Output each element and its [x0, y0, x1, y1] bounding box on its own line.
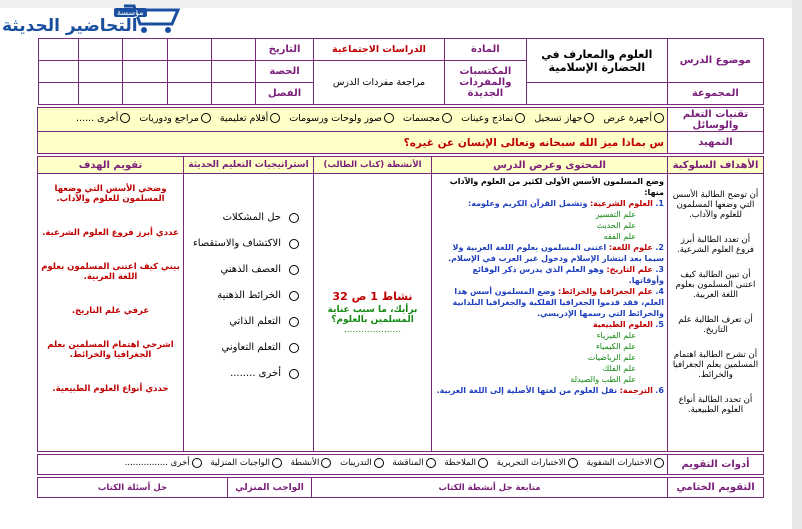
content-subitem: علم الكيمياء	[595, 342, 636, 351]
tech-label: تقنيات التعلم والوسائل	[668, 108, 764, 132]
strategies-cell	[184, 174, 314, 452]
final-value: متابعة حل أنشطة الكتاب	[312, 478, 668, 498]
evaluation-cell	[38, 174, 184, 452]
evaluation-item: وضحي الأسس التي وضعها المسلمون للعلوم والآداب.	[54, 184, 167, 204]
content-intro: وضع المسلمون الأسس الأولى لكثير من العلوم والآداب منها:	[449, 177, 664, 197]
content-subitem: علم التفسير	[595, 210, 636, 219]
content-subitem: علم الحديث	[596, 221, 636, 230]
main-table	[37, 156, 764, 452]
strategy-option[interactable]: حل المشكلات	[187, 212, 299, 223]
logo	[2, 0, 187, 38]
tech-option[interactable]: أخرى ......	[76, 113, 130, 124]
radio-icon[interactable]	[384, 113, 394, 123]
content-item: 1. العلوم الشرعية: وتشمل القرآن الكريم وعلومه:	[468, 199, 664, 208]
subject-value: الدراسات الاجتماعية	[314, 39, 445, 61]
content-item: 6. الترجمة: نقل العلوم من لغتها الأصلية إلى اللغة العربية.	[436, 386, 664, 395]
objectives-cell	[668, 174, 764, 452]
gains-value: مراجعة مفردات الدرس	[314, 61, 445, 105]
objectives-header: الأهداف السلوكية	[668, 157, 764, 174]
class-cell[interactable]	[79, 83, 123, 105]
subject-label: المادة	[444, 39, 526, 61]
tech-option[interactable]: مراجع ودوريات	[139, 113, 210, 124]
header-table	[38, 38, 764, 105]
assessment-option[interactable]: الأنشطة	[291, 458, 332, 468]
assessment-option[interactable]: المناقشة	[392, 458, 435, 468]
assessment-options	[38, 455, 668, 475]
footer-table	[37, 454, 764, 475]
content-subitem: علم الفيزياء	[596, 331, 636, 340]
evaluation-header: تقويم الهدف	[38, 157, 184, 174]
date-label: التاريخ	[255, 39, 313, 61]
date-cell[interactable]	[123, 39, 167, 61]
radio-icon[interactable]	[321, 458, 331, 468]
topic-value: العلوم والمعارف في الحضارة الإسلامية	[527, 39, 668, 83]
activities-header: الأنشطة (كتاب الطالب)	[314, 157, 432, 174]
class-cell[interactable]	[167, 83, 211, 105]
strategy-option[interactable]: العصف الذهني	[187, 264, 299, 275]
final-label: التقويم الختامي	[668, 478, 764, 498]
content-item: 3. علم التاريخ: وهو العلم الذي يدرس ذكر الوقائع وأوقاتها.	[472, 265, 664, 285]
group-label: المجموعة	[667, 83, 763, 105]
radio-icon[interactable]	[270, 113, 280, 123]
radio-icon[interactable]	[201, 113, 211, 123]
objective-item: أن تحدد الطالبة أنواع العلوم الطبيعية.	[678, 395, 753, 415]
content-subitem: علم الطب والصيدلة	[570, 375, 636, 384]
strategy-option[interactable]: التعلم التعاوني	[187, 342, 299, 353]
tech-options	[38, 108, 668, 132]
tech-option[interactable]: أقلام تعليمية	[220, 113, 280, 124]
content-header: المحتوى وعرض الدرس	[432, 157, 668, 174]
tech-option[interactable]: جهاز تسجيل	[534, 113, 594, 124]
radio-icon[interactable]	[289, 239, 299, 249]
activity-dots: ....................	[343, 325, 402, 335]
tech-option[interactable]: أجهزة عرض	[603, 113, 664, 124]
date-cell[interactable]	[167, 39, 211, 61]
tech-table	[37, 107, 764, 154]
activity-cell	[314, 174, 432, 452]
radio-icon[interactable]	[272, 458, 282, 468]
intro-value: س بماذا ميز الله سبحانه وتعالى الإنسان عن غيره؟	[38, 132, 668, 154]
content-item: 5. العلوم الطبيعية	[592, 320, 664, 329]
radio-icon[interactable]	[442, 113, 452, 123]
evaluation-item: اشرحي اهتمام المسلمين بعلم الجغرافيا والخرائط.	[47, 340, 174, 360]
class-cell[interactable]	[211, 83, 255, 105]
homework-value: حل أسئلة الكتاب	[38, 478, 228, 498]
radio-icon[interactable]	[515, 113, 525, 123]
period-cell[interactable]	[123, 61, 167, 83]
class-label: الفصل	[255, 83, 313, 105]
assessment-option[interactable]: الاختبارات التحريرية	[497, 458, 578, 468]
evaluation-item: عددي أبرز فروع العلوم الشرعية.	[42, 228, 179, 238]
strategy-option[interactable]: الخرائط الذهنية	[187, 290, 299, 301]
strategy-option[interactable]: التعلم الذاتي	[187, 316, 299, 327]
radio-icon[interactable]	[426, 458, 436, 468]
date-cell[interactable]	[79, 39, 123, 61]
radio-icon[interactable]	[120, 113, 130, 123]
assessment-option[interactable]: أخرى ................	[125, 458, 202, 468]
period-cell[interactable]	[39, 61, 79, 83]
objective-item: أن توضح الطالبة الأسس التي وضعها المسلمون للعلوم والآداب.	[672, 190, 759, 220]
radio-icon[interactable]	[289, 213, 299, 223]
activity-desc: برأيك، ما سبب عناية المسلمين بالعلوم؟	[327, 305, 418, 325]
period-cell[interactable]	[79, 61, 123, 83]
content-cell	[432, 174, 668, 452]
radio-icon[interactable]	[654, 113, 664, 123]
objective-item: أن تشرح الطالبة اهتمام المسلمين بعلم الجغرافيا والخرائط.	[672, 350, 759, 380]
content-subitem: علم الرياضيات	[587, 353, 636, 362]
objective-item: أن تبين الطالبة كيف اعتنى المسلمون بعلوم اللغة العربية.	[675, 270, 756, 300]
group-cell[interactable]	[527, 83, 668, 105]
tech-option[interactable]: صور ولوحات ورسومات	[289, 113, 394, 124]
radio-icon[interactable]	[568, 458, 578, 468]
objective-item: أن تعدد الطالبة أبرز فروع العلوم الشرعية.	[677, 235, 754, 255]
logo-subtitle: مؤسسة	[114, 8, 147, 17]
tech-option[interactable]: مجسمات	[403, 113, 452, 124]
radio-icon[interactable]	[192, 458, 202, 468]
assessment-option[interactable]: التدريبات	[340, 458, 384, 468]
right-scroll-strip[interactable]	[792, 0, 802, 529]
evaluation-item: حددي أنواع العلوم الطبيعية.	[52, 384, 169, 394]
homework-label: الواجب المنزلي	[228, 478, 312, 498]
class-cell[interactable]	[123, 83, 167, 105]
radio-icon[interactable]	[584, 113, 594, 123]
content-item: 2. علوم اللغة: اعتنى المسلمون بعلوم اللغة العربية ولا سيما بعد انتشار الإسلام ودخول غير العرب في الإسلام.	[448, 243, 664, 263]
lesson-plan	[38, 38, 764, 498]
period-cell[interactable]	[211, 61, 255, 83]
period-label: الحصة	[255, 61, 313, 83]
radio-icon[interactable]	[289, 291, 299, 301]
strategy-option[interactable]: الاكتشاف والاستقصاء	[187, 238, 299, 249]
tech-option[interactable]: نماذج وعينات	[461, 113, 525, 124]
evaluation-item: عرفي علم التاريخ.	[71, 306, 150, 316]
logo-title: التحاضير الحديثة	[2, 16, 138, 36]
content-subitem: علم الفلك	[602, 364, 636, 373]
intro-label: التمهيد	[668, 132, 764, 154]
class-cell[interactable]	[39, 83, 79, 105]
period-cell[interactable]	[167, 61, 211, 83]
assessment-option[interactable]: الملاحظة	[444, 458, 488, 468]
radio-icon[interactable]	[289, 265, 299, 275]
strategy-option[interactable]: أخرى ........	[187, 368, 299, 379]
date-cell[interactable]	[39, 39, 79, 61]
date-cell[interactable]	[211, 39, 255, 61]
topic-label: موضوع الدرس	[667, 39, 763, 83]
radio-icon[interactable]	[478, 458, 488, 468]
objective-item: أن تعرف الطالبة علم التاريخ.	[678, 315, 753, 335]
final-table	[37, 477, 764, 498]
assessment-label: أدوات التقويم	[668, 455, 764, 475]
assessment-option[interactable]: الاختبارات الشفوية	[586, 458, 664, 468]
evaluation-item: بيني كيف اعتنى المسلمون بعلوم اللغة العربية.	[41, 262, 180, 282]
content-item: 4. علم الجغرافيا والخرائط: وضع المسلمون أسس هذا العلم، فقد قدموا الجغرافيا الفلكية والجغرافيا البلدانية والخرائط التي رسمها الإدريسي.	[452, 287, 664, 318]
gains-label: المكتسبات والمفردات الجديدة	[444, 61, 526, 105]
activity-title: نشاط 1 ص 32	[332, 290, 413, 303]
strategies-header: استراتيجيات التعليم الحديثة	[184, 157, 314, 174]
assessment-option[interactable]: الواجبات المنزلية	[210, 458, 282, 468]
radio-icon[interactable]	[289, 317, 299, 327]
radio-icon[interactable]	[289, 343, 299, 353]
radio-icon[interactable]	[374, 458, 384, 468]
content-subitem: علم الفقه	[603, 232, 636, 241]
radio-icon[interactable]	[654, 458, 664, 468]
radio-icon[interactable]	[289, 369, 299, 379]
